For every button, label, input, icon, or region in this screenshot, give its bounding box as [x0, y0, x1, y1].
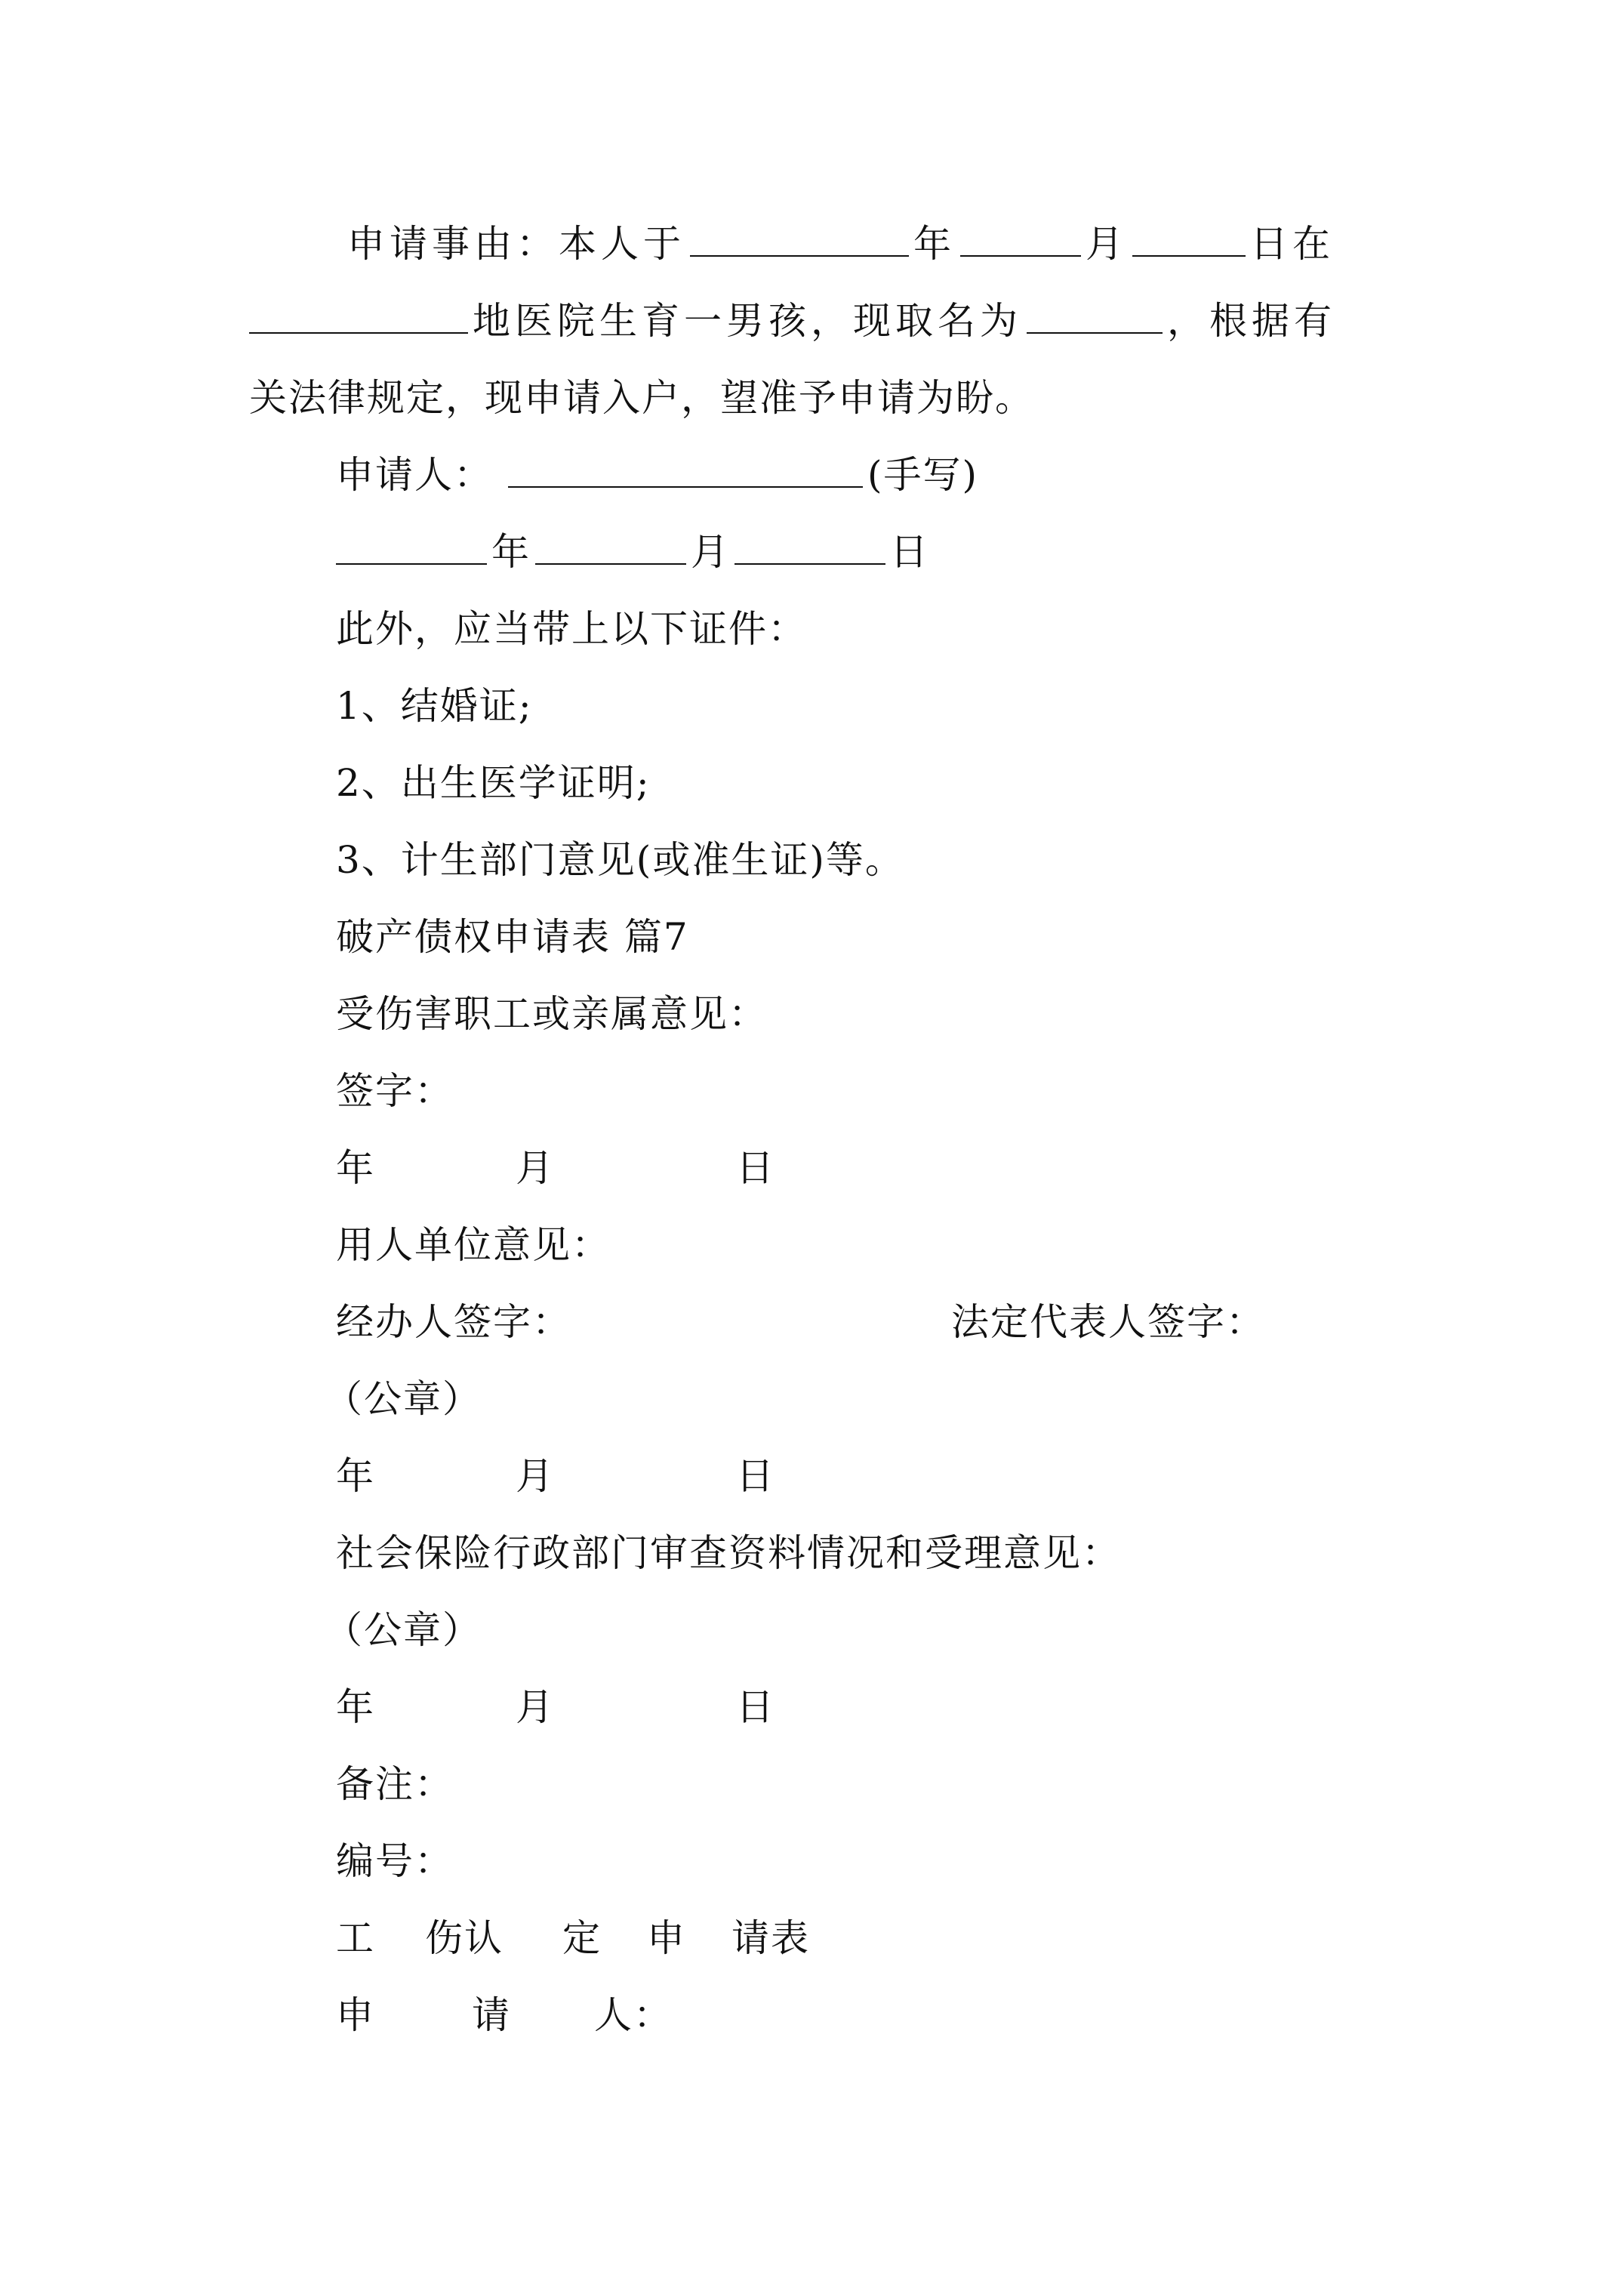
ymd2-year: 年: [336, 1454, 375, 1498]
ymd-row-3: [336, 1673, 789, 1741]
year-label: 年: [913, 222, 956, 266]
reason-line-3: 关法律规定，现申请入户，望准予申请为盼。: [249, 376, 1034, 420]
form-title-1: 工: [336, 1916, 375, 1960]
date-line: [336, 518, 929, 586]
applicant-blank: [508, 447, 863, 488]
date-day-blank: [735, 524, 885, 565]
reason-line-1: [347, 210, 1335, 278]
remarks-label: 备注：: [336, 1762, 454, 1806]
month-blank: [960, 216, 1081, 257]
ymd1-year: 年: [336, 1146, 375, 1190]
injury-opinion: 受伤害职工或亲属意见：: [336, 992, 768, 1036]
day-in-label: 日在: [1250, 222, 1335, 266]
applicant-spaced-1: 申: [336, 1993, 375, 2037]
form-title: [336, 1904, 864, 1972]
handwrite-note: (手写): [867, 453, 979, 497]
number-label: 编号：: [336, 1839, 454, 1883]
signature-label: 签字：: [336, 1069, 454, 1113]
section-title: 破产债权申请表 篇7: [336, 915, 689, 959]
ymd1-day: 日: [736, 1146, 775, 1190]
date-day: 日: [890, 530, 929, 574]
form-title-4: 申: [647, 1916, 686, 1960]
ymd1-month: 月: [516, 1146, 555, 1190]
date-month-blank: [535, 524, 686, 565]
year-blank: [690, 216, 909, 257]
form-title-5: 请表: [731, 1916, 810, 1960]
month-label: 月: [1086, 222, 1128, 266]
form-title-2: 伤认: [425, 1916, 504, 1960]
date-year: 年: [491, 530, 531, 574]
doc-item-2: 2、出生医学证明;: [336, 761, 651, 805]
seal-2: （公章）: [325, 1608, 482, 1652]
applicant-spaced-2: 请: [472, 1993, 511, 2037]
doc-item-1: 1、结婚证;: [336, 684, 533, 728]
name-blank: [1027, 293, 1163, 334]
employer-opinion: 用人单位意见：: [336, 1223, 611, 1267]
ymd3-year: 年: [336, 1685, 375, 1729]
ymd3-month: 月: [516, 1685, 555, 1729]
date-month: 月: [691, 530, 730, 574]
hospital-blank: [249, 293, 468, 334]
seal-1: （公章）: [325, 1377, 482, 1421]
applicant-label: 申请人：: [336, 453, 493, 497]
applicant-line: [336, 441, 978, 509]
date-year-blank: [336, 524, 487, 565]
form-title-3: 定: [562, 1916, 602, 1960]
reason-line-2: [249, 287, 1336, 355]
ymd-row-1: [336, 1134, 789, 1202]
hospital-text: 地医院生育一男孩，现取名为: [473, 299, 1022, 343]
sign-row: [336, 1288, 1317, 1356]
reason-prefix: 申请事由：本人于: [347, 222, 685, 266]
insurance-opinion: 社会保险行政部门审查资料情况和受理意见：: [336, 1531, 1121, 1575]
line2-tail: ，根据有: [1167, 299, 1336, 343]
handler-sign: 经办人签字：: [336, 1300, 571, 1344]
ymd2-day: 日: [736, 1454, 775, 1498]
doc-item-3: 3、计生部门意见(或准生证)等。: [336, 838, 904, 882]
applicant-spaced-3: 人：: [594, 1993, 673, 2037]
applicant-spaced: [336, 1981, 789, 2049]
docs-intro: 此外，应当带上以下证件：: [336, 607, 807, 651]
day-blank: [1132, 216, 1246, 257]
ymd-row-2: [336, 1442, 789, 1510]
legal-rep-sign: 法定代表人签字：: [951, 1300, 1265, 1344]
ymd2-month: 月: [516, 1454, 555, 1498]
ymd3-day: 日: [736, 1685, 775, 1729]
